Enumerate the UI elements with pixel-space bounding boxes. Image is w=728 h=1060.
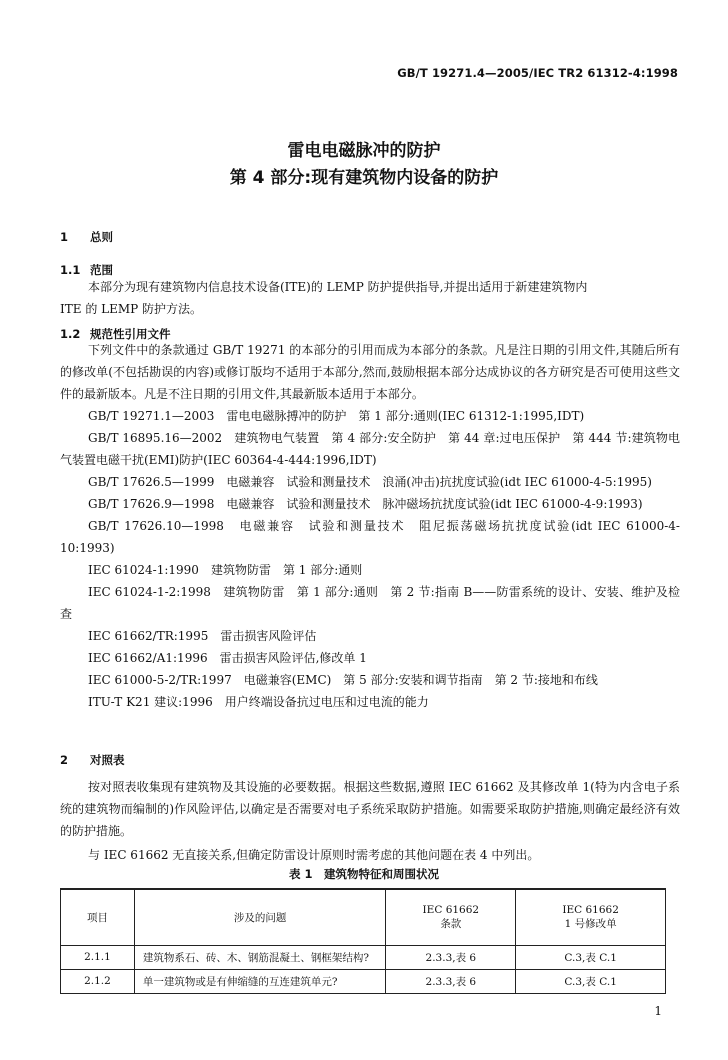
section-number: 2	[60, 753, 69, 767]
reference-item: GB/T 19271.1—2003 雷电电磁脉搏冲的防护 第 1 部分:通则(IEC 61312-1:1995,IDT)	[88, 409, 585, 423]
reference-item: IEC 61024-1-2:1998 建筑物防雷 第 1 部分:通则 第 2 节:指南 B——防雷系统的设计、安装、维护及检查	[60, 585, 680, 621]
column-header-item: 项目	[61, 889, 135, 945]
table-1	[60, 888, 666, 994]
column-header-iec-clause	[386, 889, 516, 945]
table-row	[61, 969, 666, 993]
cell-clause: 2.3.3,表 6	[386, 945, 516, 969]
section-number: 1.1	[60, 263, 81, 277]
cell-question: 建筑物系石、砖、木、钢筋混凝土、钢框架结构?	[134, 945, 386, 969]
reference-item: ITU-T K21 建议:1996 用户终端设备抗过电压和过电流的能力	[88, 695, 429, 709]
reference-item: GB/T 17626.9—1998 电磁兼容 试验和测量技术 脉冲磁场抗扰度试验(idt IEC 61000-4-9:1993)	[88, 497, 643, 511]
scope-text-line2: ITE 的 LEMP 防护方法。	[60, 302, 203, 316]
cell-item: 2.1.1	[61, 945, 135, 969]
cell-item: 2.1.2	[61, 969, 135, 993]
cell-clause: 2.3.3,表 6	[386, 969, 516, 993]
reference-item: IEC 61000-5-2/TR:1997 电磁兼容(EMC) 第 5 部分:安装和调节指南 第 2 节:接地和布线	[88, 673, 598, 687]
reference-item: IEC 61662/TR:1995 雷击损害风险评估	[88, 629, 317, 643]
reference-item: GB/T 17626.10—1998 电磁兼容 试验和测量技术 阻尼振荡磁场抗扰度试验(idt IEC 61000-4-10:1993)	[60, 519, 680, 555]
normative-references	[60, 339, 680, 713]
section-2-paragraph-2: 与 IEC 61662 无直接关系,但确定防雷设计原则时需考虑的其他问题在表 4 中列出。	[88, 848, 540, 862]
table-header-row	[61, 889, 666, 945]
section-number: 1.2	[60, 327, 81, 341]
reference-item: IEC 61024-1:1990 建筑物防雷 第 1 部分:通则	[88, 563, 363, 577]
table-1-caption: 表 1 建筑物特征和周围状况	[288, 867, 439, 881]
page-number: 1	[654, 1004, 662, 1018]
cell-amendment: C.3,表 C.1	[516, 945, 666, 969]
cell-question: 单一建筑物或是有伸缩缝的互连建筑单元?	[134, 969, 386, 993]
cell-amendment: C.3,表 C.1	[516, 969, 666, 993]
reference-item: GB/T 16895.16—2002 建筑物电气装置 第 4 部分:安全防护 第 44 章:过电压保护 第 444 节:建筑物电气装置电磁干扰(EMI)防护(IEC 60364-4-444:1996,IDT)	[60, 431, 680, 467]
section-title: 规范性引用文件	[90, 327, 171, 341]
scope-text-line1: 本部分为现有建筑物内信息技术设备(ITE)的 LEMP 防护提供指导,并提出适用于新建建筑物内	[88, 280, 588, 294]
column-header-text: IEC 61662	[422, 903, 480, 916]
section-number: 1	[60, 230, 69, 244]
section-2-heading	[60, 752, 125, 768]
section-title: 总则	[90, 230, 113, 244]
section-1-heading	[60, 229, 113, 245]
column-header-text: IEC 61662	[562, 903, 619, 916]
section-title: 对照表	[90, 753, 125, 767]
document-title-line2: 第 4 部分:现有建筑物内设备的防护	[229, 168, 499, 188]
standard-number-header: GB/T 19271.4—2005/IEC TR2 61312-4:1998	[397, 66, 678, 80]
section-2-paragraph-1: 按对照表收集现有建筑物及其设施的必要数据。根据这些数据,遵照 IEC 61662 及其修改单 1(特为内含电子系统的建筑物而编制的)作风险评估,以确定是否需要对电子系统采取防护措施。如需要采取防护措施,则确定最经济有效的防护措施。	[60, 780, 680, 838]
document-title-line1: 雷电电磁脉冲的防护	[287, 141, 441, 161]
column-header-text: 条款	[440, 917, 462, 930]
reference-item: GB/T 17626.5—1999 电磁兼容 试验和测量技术 浪涌(冲击)抗扰度试验(idt IEC 61000-4-5:1995)	[88, 475, 652, 489]
section-title: 范围	[90, 263, 113, 277]
column-header-amendment	[516, 889, 666, 945]
table-row	[61, 945, 666, 969]
column-header-question: 涉及的问题	[134, 889, 386, 945]
references-intro: 下列文件中的条款通过 GB/T 19271 的本部分的引用而成为本部分的条款。凡是注日期的引用文件,其随后所有的修改单(不包括勘误的内容)或修订版均不适用于本部分,然而,鼓励根据本部分达成协议的各方研究是否可使用这些文件的最新版本。凡是不注日期的引用文件,其最新版本适用于本部分。	[60, 343, 680, 401]
reference-item: IEC 61662/A1:1996 雷击损害风险评估,修改单 1	[88, 651, 367, 665]
column-header-text: 1 号修改单	[564, 917, 617, 930]
